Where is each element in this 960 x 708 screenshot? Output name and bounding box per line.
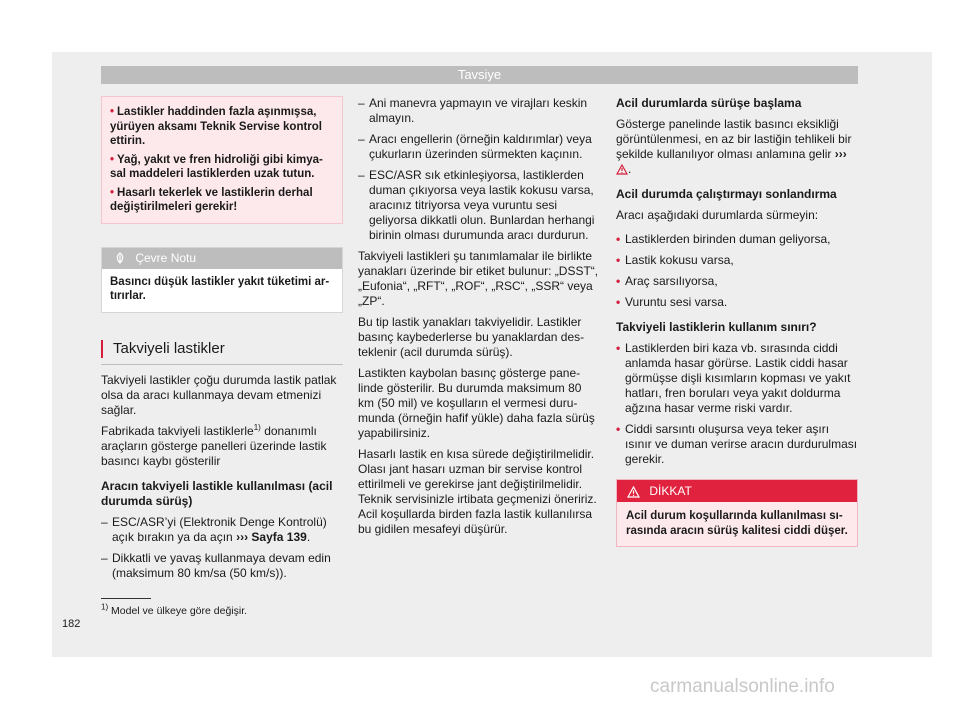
col3-bullet-4: • Vuruntu sesi varsa. — [616, 295, 858, 310]
warning-item-1: • Lastikler haddinden fazla aşınmışsa, yürüyen aksamı Teknik Servise kontrol ettirin. — [110, 106, 322, 147]
leaf-icon — [114, 251, 129, 265]
col3-bullet-1: • Lastiklerden birinden duman geliyorsa, — [616, 232, 858, 247]
col1-heading: Aracın takviyeli lastikle kullanılması (acil durumda sürüş) — [101, 478, 333, 508]
col2-dash-item-1: – Ani manevra yapmayın ve virajları keskin almayın. — [358, 96, 600, 126]
page-link[interactable]: Sayfa 139 — [251, 529, 307, 544]
col2-paragraph-1: Takviyeli lastikleri şu tanımlamalar ile birlikte yanakları üzerinde bir etiket bulunur: „DSST“, „Eufonia“, „RFT“, „ROF“, „RSC“, „SSR“ veya „ZP“. — [358, 249, 599, 308]
watermark: carmanualsonline.info — [650, 676, 835, 697]
caution-body: Acil durum koşullarında kullanılması sırasında aracın sürüş kalitesi ciddi düşer. — [617, 502, 857, 546]
environment-note-header — [102, 248, 342, 269]
col3-bullet-6: • Ciddi sarsıntı oluşursa veya teker aşırı ısınır ve duman verirse aracın durdurulması gerekir. — [616, 422, 858, 467]
col1-paragraph-2: Fabrikada takviyeli lastiklerle$^{1)}$ donanımlı araçların gösterge panelleri üzerinde lastik basıncı kaybı gösterilir — [101, 422, 327, 468]
col1-dash-item-1: – ESC/ASR’yi (Elektronik Denge Kontrolü) açık bırakın ya da açın ››› Sayfa 139. — [101, 515, 343, 545]
environment-note — [101, 247, 343, 313]
warning-item-2: • Yağ, yakıt ve fren hidroliği gibi kimyasal maddeleri lastiklerden uzak tutun. — [110, 153, 323, 180]
page-number: 182 — [62, 618, 81, 630]
warning-triangle-icon — [616, 162, 628, 176]
col3-bullet-5: • Lastiklerden biri kaza vb. sırasında ciddi anlamda hasar görürse. Lastik ciddi hasar görmüşse dişli kısımların kopması ve yakıt hatları, fren boruları veya yakıt doldurma ağzına hasar verme riski vardır. — [616, 341, 858, 416]
col2-paragraph-3: Lastikten kaybolan basınç gösterge panelinde gösterilir. Bu durumda maksimum 80 km (50 mil) ve koşulların el vermesi durumunda (örneğin hafif yükle) daha fazla sürüş yapabilirsiniz. — [358, 366, 595, 440]
environment-note-title: Çevre Notu — [135, 250, 197, 265]
col2-paragraph-4: Hasarlı lastik en kısa sürede değiştirilmelidir. Olası jant hasarı uzman bir servise kontrol ettirilmeli ve gerekirse jant değiştirilmelidir. Teknik servisinizle irtibata geçmenizi öneririz. Acil koşullarda birden fazla lastik kullanılırsa bu gidilen mesafeyi düşürür. — [358, 447, 597, 536]
page-header: Tavsiye — [101, 66, 858, 84]
column-1 — [101, 96, 343, 587]
caution-header — [617, 480, 857, 502]
col3-bullet-2: • Lastik kokusu varsa, — [616, 253, 858, 268]
col2-paragraph-2: Bu tip lastik yanakları takviyelidir. Lastikler basınç kaybederlerse bu yanaklardan desteklenir (acil durumda sürüş). — [358, 315, 585, 359]
footnote: $^{1)}$ Model ve ülkeye göre değişir. — [101, 602, 248, 617]
col1-paragraph-1: Takviyeli lastikler çoğu durumda lastik patlak olsa da aracı kullanmaya devam etmenizi sağlar. — [101, 372, 337, 417]
footnote-ref: 1) — [253, 422, 261, 432]
footnote-divider — [101, 598, 151, 599]
warning-item-3: • Hasarlı tekerlek ve lastiklerin derhal değiştirilmeleri gerekir! — [110, 186, 313, 213]
col3-paragraph-1: Gösterge panelinde lastik basıncı eksikliği görüntülenmesi, en az bir lastiğin tehlikeli bir şekilde kullanılıyor olması anlamına gelir ››› . — [616, 117, 852, 176]
caution-title: DİKKAT — [649, 484, 692, 498]
bullet-icon: • — [110, 106, 115, 118]
section-title: Takviyeli lastikler — [101, 340, 343, 365]
arrow-icon: ››› — [236, 529, 249, 544]
col3-heading-1: Acil durumlarda sürüşe başlama — [616, 96, 802, 110]
warning-triangle-icon — [627, 484, 640, 498]
col1-dash-item-2: – Dikkatli ve yavaş kullanmaya devam edin (maksimum 80 km/sa (50 km/s)). — [101, 551, 343, 581]
bullet-icon: • — [110, 186, 115, 199]
col3-heading-2: Acil durumda çalıştırmayı sonlandırma — [616, 187, 837, 201]
col3-heading-3: Takviyeli lastiklerin kullanım sınırı? — [616, 320, 817, 334]
warning-box — [101, 96, 343, 224]
column-3 — [616, 96, 858, 547]
col2-dash-item-2: – Aracı engellerin (örneğin kaldırımlar) veya çukurların üzerinden sürmekten kaçının. — [358, 132, 600, 162]
col2-dash-item-3: – ESC/ASR sık etkinleşiyorsa, lastiklerden duman çıkıyorsa veya lastik kokusu varsa, aracınız titriyorsa veya vuruntu sesi geliyorsa dikkatli olun. Bunlardan herhangi birinin olması durumunda aracı durdurun. — [358, 168, 600, 243]
arrow-icon: ››› — [834, 147, 847, 161]
col3-paragraph-2: Aracı aşağıdaki durumlarda sürmeyin: — [616, 208, 819, 222]
col3-bullet-3: • Araç sarsılıyorsa, — [616, 274, 858, 289]
bullet-icon: • — [110, 153, 115, 166]
environment-note-body: Basıncı düşük lastikler yakıt tüketimi artırırlar. — [110, 275, 330, 302]
column-2 — [358, 96, 600, 543]
caution-box — [616, 479, 858, 547]
